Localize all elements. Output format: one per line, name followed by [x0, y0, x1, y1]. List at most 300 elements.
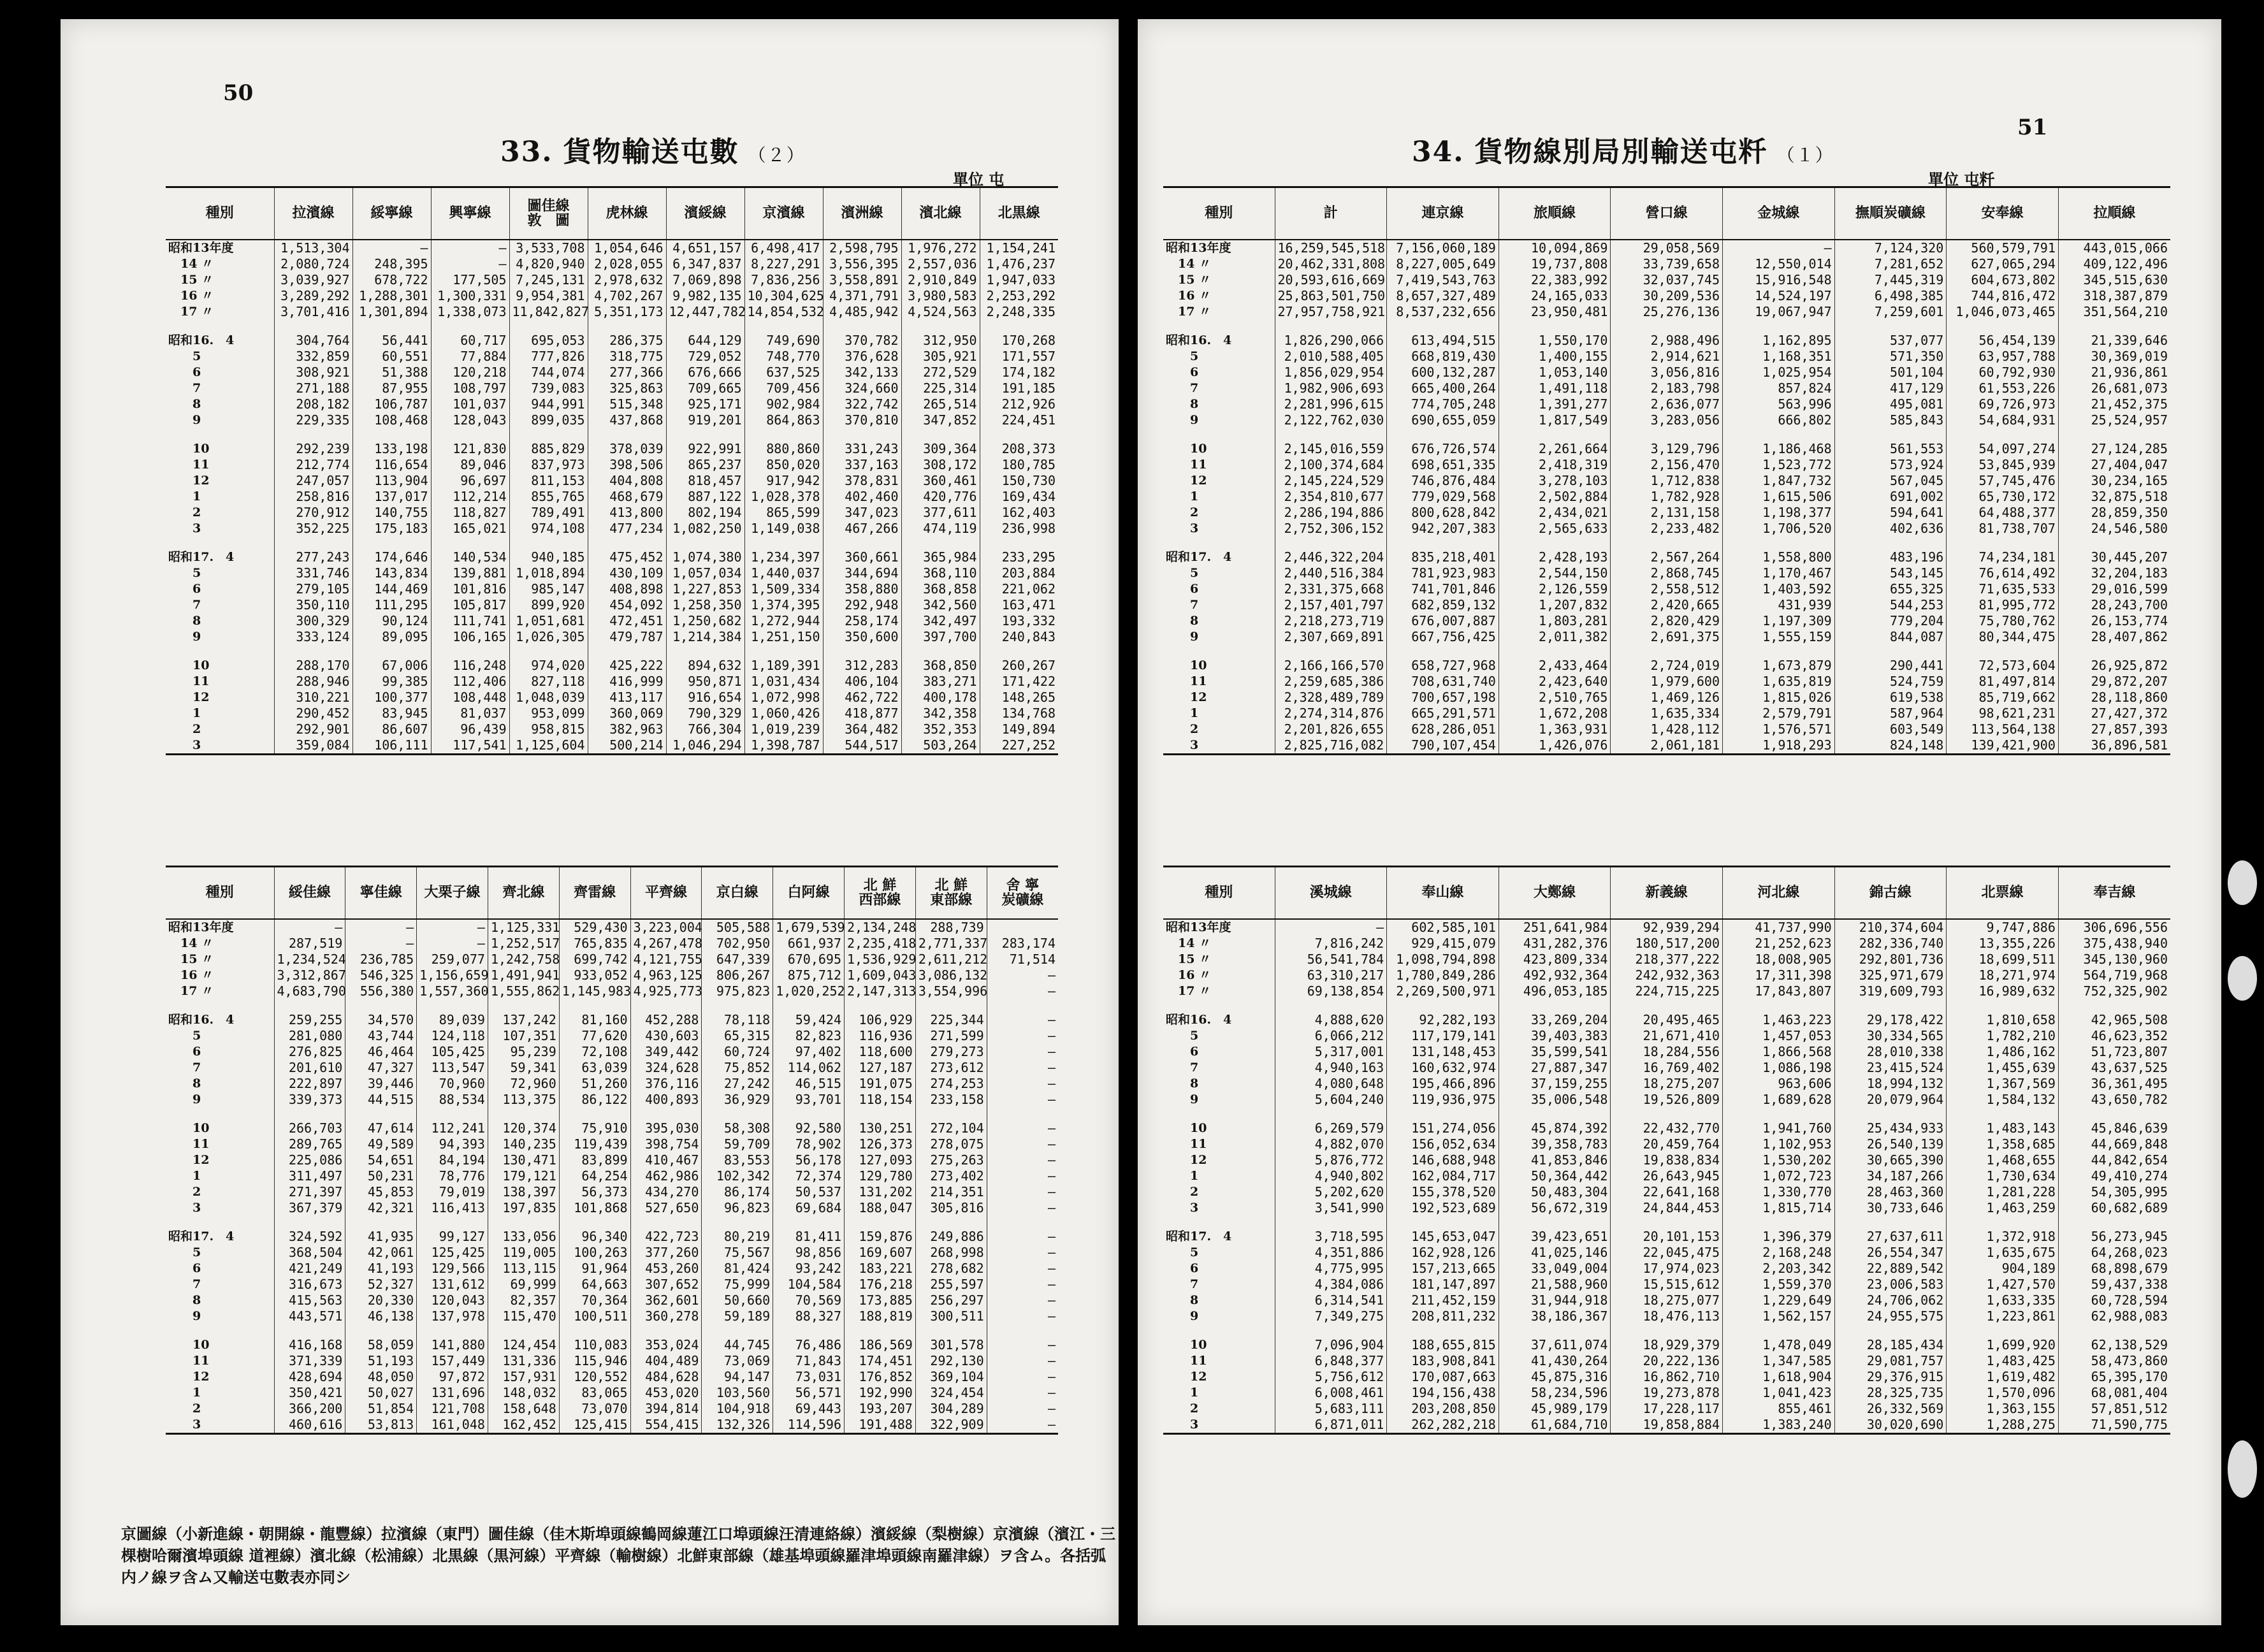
data-cell: 150,730: [980, 473, 1058, 489]
data-cell: 1,815,714: [1723, 1200, 1835, 1216]
data-cell: 18,271,974: [1947, 967, 2059, 983]
data-cell: 2,567,264: [1611, 549, 1723, 565]
row-period: 17 〃: [168, 305, 214, 319]
data-cell: 73,031: [773, 1369, 845, 1385]
data-cell: 318,775: [588, 349, 666, 365]
table-row: [1163, 1184, 2170, 1200]
table-row: [1163, 1012, 2170, 1028]
row-period: 9: [168, 630, 201, 644]
data-cell: 54,651: [345, 1152, 417, 1168]
table-row: [1163, 349, 2170, 365]
data-cell: 233,295: [980, 549, 1058, 565]
data-cell: 647,339: [702, 952, 773, 967]
data-cell: 430,603: [630, 1028, 702, 1044]
row-period: 昭和17. 4: [1166, 1229, 1232, 1243]
data-cell: 1,258,350: [666, 597, 744, 613]
data-cell: 350,421: [274, 1385, 345, 1401]
table-row: [166, 1044, 1058, 1060]
data-cell: 277,243: [274, 549, 352, 565]
table-row: [1163, 457, 2170, 473]
data-cell: 739,083: [509, 380, 588, 396]
row-period: 3: [1163, 737, 1275, 755]
data-cell: 353,024: [630, 1337, 702, 1353]
data-cell: 698,651,335: [1387, 457, 1499, 473]
data-cell: 174,646: [352, 549, 431, 565]
data-cell: 752,325,902: [2058, 983, 2170, 999]
data-cell: 39,403,383: [1498, 1028, 1611, 1044]
table-row: [1163, 919, 2170, 936]
data-cell: 2,914,621: [1611, 349, 1723, 365]
table-row: [166, 919, 1058, 936]
column-header: 濱洲線: [823, 187, 901, 240]
data-cell: 691,002: [1834, 489, 1947, 505]
row-period: 6: [1166, 582, 1199, 596]
data-cell: 45,853: [345, 1184, 417, 1200]
data-cell: 113,564,138: [1947, 721, 2059, 737]
data-cell: 268,998: [915, 1245, 987, 1261]
title-number: 33.: [500, 136, 553, 168]
data-cell: 52,327: [345, 1277, 417, 1293]
data-cell: 183,221: [845, 1261, 916, 1277]
data-cell: 16,989,632: [1947, 983, 2059, 999]
table-row: [166, 333, 1058, 349]
data-cell: 133,198: [352, 441, 431, 457]
data-cell: 567,045: [1834, 473, 1947, 489]
data-cell: 2,145,224,529: [1275, 473, 1387, 489]
data-cell: 4,524,563: [901, 304, 980, 320]
data-cell: 81,995,772: [1947, 597, 2059, 613]
data-cell: 24,844,453: [1611, 1200, 1723, 1216]
data-cell: 1,427,570: [1947, 1277, 2059, 1293]
data-cell: 72,960: [488, 1076, 559, 1092]
data-cell: 368,858: [901, 581, 980, 597]
data-cell: 2,565,633: [1498, 521, 1611, 537]
data-cell: 309,364: [901, 441, 980, 457]
spacer-row: [166, 537, 1058, 549]
data-cell: 3,558,891: [823, 272, 901, 288]
data-cell: 258,174: [823, 613, 901, 629]
row-period: 12: [1166, 474, 1207, 488]
data-cell: 98,856: [773, 1245, 845, 1261]
table-row: [1163, 1277, 2170, 1293]
data-cell: 1,048,039: [509, 690, 588, 706]
data-cell: 17,974,023: [1611, 1261, 1723, 1277]
title-text: 貨物線別局別輸送屯粁: [1474, 136, 1768, 168]
row-period: 14 〃: [1166, 257, 1212, 271]
spacer-row: [166, 320, 1058, 333]
data-cell: —: [987, 1060, 1058, 1076]
data-cell: 4,080,648: [1275, 1076, 1387, 1092]
data-cell: 193,332: [980, 613, 1058, 629]
data-cell: 2,988,496: [1611, 333, 1723, 349]
data-cell: 41,737,990: [1723, 919, 1835, 936]
row-period: 7: [168, 1061, 201, 1075]
data-cell: 2,420,665: [1611, 597, 1723, 613]
data-cell: 5,604,240: [1275, 1092, 1387, 1108]
data-cell: 288,946: [274, 674, 352, 690]
data-cell: 157,931: [488, 1369, 559, 1385]
data-cell: 1,817,549: [1498, 412, 1611, 428]
data-cell: 2,331,375,668: [1275, 581, 1387, 597]
data-cell: 395,030: [630, 1120, 702, 1136]
data-cell: 1,584,132: [1947, 1092, 2059, 1108]
data-cell: 818,457: [666, 473, 744, 489]
data-cell: 324,628: [630, 1060, 702, 1076]
data-cell: 58,473,860: [2058, 1353, 2170, 1369]
data-cell: 600,132,287: [1387, 365, 1499, 380]
data-cell: 8,537,232,656: [1387, 304, 1499, 320]
data-cell: 2,598,795: [823, 240, 901, 256]
data-cell: 699,742: [559, 952, 630, 967]
data-cell: 68,898,679: [2058, 1261, 2170, 1277]
data-cell: 131,612: [417, 1277, 488, 1293]
data-cell: 827,118: [509, 674, 588, 690]
table-row: [166, 690, 1058, 706]
data-cell: 36,896,581: [2058, 737, 2170, 755]
data-cell: 96,697: [431, 473, 509, 489]
row-period: 5: [168, 566, 201, 580]
data-cell: 1,300,331: [431, 288, 509, 304]
data-cell: 6,498,417: [744, 240, 823, 256]
data-cell: 56,441: [352, 333, 431, 349]
data-cell: 560,579,791: [1947, 240, 2059, 256]
data-cell: —: [987, 1401, 1058, 1417]
data-cell: —: [987, 967, 1058, 983]
data-cell: 1,252,517: [488, 936, 559, 952]
table-row: [1163, 706, 2170, 721]
row-period: 2: [1166, 1402, 1199, 1416]
data-cell: 637,525: [744, 365, 823, 380]
data-cell: 117,541: [431, 737, 509, 755]
data-cell: 59,424: [773, 1012, 845, 1028]
data-cell: 160,632,974: [1387, 1060, 1499, 1076]
data-cell: 83,065: [559, 1385, 630, 1401]
data-cell: 850,020: [744, 457, 823, 473]
unit-label: 單位 屯粁: [1928, 170, 1995, 189]
data-cell: 4,371,791: [823, 288, 901, 304]
row-period: 1: [1166, 706, 1199, 720]
data-cell: 81,037: [431, 706, 509, 721]
data-cell: 790,107,454: [1387, 737, 1499, 755]
data-cell: 222,897: [274, 1076, 345, 1092]
spacer-row: [1163, 320, 2170, 333]
table-row: [166, 721, 1058, 737]
data-cell: 29,058,569: [1611, 240, 1723, 256]
data-cell: 628,286,051: [1387, 721, 1499, 737]
table-row: [1163, 1369, 2170, 1385]
data-cell: 2,978,632: [588, 272, 666, 288]
data-cell: 347,023: [823, 505, 901, 521]
data-cell: 63,310,217: [1275, 967, 1387, 983]
data-cell: 452,288: [630, 1012, 702, 1028]
row-period: 17 〃: [1166, 984, 1212, 998]
data-cell: 58,059: [345, 1337, 417, 1353]
data-cell: 81,411: [773, 1229, 845, 1245]
data-cell: 304,289: [915, 1401, 987, 1417]
row-period: 8: [1166, 1076, 1199, 1090]
data-cell: 942,207,383: [1387, 521, 1499, 537]
data-cell: 155,378,520: [1387, 1184, 1499, 1200]
data-cell: 500,214: [588, 737, 666, 755]
data-cell: 64,663: [559, 1277, 630, 1293]
data-cell: 7,259,601: [1834, 304, 1947, 320]
data-cell: 2,168,248: [1723, 1245, 1835, 1261]
data-cell: 72,374: [773, 1168, 845, 1184]
data-cell: 61,553,226: [1947, 380, 2059, 396]
data-cell: 468,679: [588, 489, 666, 505]
data-cell: 140,755: [352, 505, 431, 521]
column-header: 京濱線: [744, 187, 823, 240]
data-cell: 76,486: [773, 1337, 845, 1353]
data-cell: 20,222,136: [1611, 1353, 1723, 1369]
data-cell: 35,599,541: [1498, 1044, 1611, 1060]
table-row: [1163, 1385, 2170, 1401]
page-number: 51: [2017, 115, 2048, 140]
data-cell: 324,660: [823, 380, 901, 396]
data-cell: 744,074: [509, 365, 588, 380]
data-cell: 1,082,250: [666, 521, 744, 537]
data-cell: 192,990: [845, 1385, 916, 1401]
data-cell: 86,122: [559, 1092, 630, 1108]
data-cell: 383,271: [901, 674, 980, 690]
data-cell: 89,039: [417, 1012, 488, 1028]
column-header: 寧佳線: [345, 867, 417, 920]
data-cell: —: [987, 1293, 1058, 1308]
data-cell: 292,948: [823, 597, 901, 613]
data-cell: 78,902: [773, 1136, 845, 1152]
data-cell: 218,377,222: [1611, 952, 1723, 967]
table-row: [1163, 549, 2170, 565]
data-cell: 100,377: [352, 690, 431, 706]
data-cell: 741,701,846: [1387, 581, 1499, 597]
data-cell: 50,027: [345, 1385, 417, 1401]
column-header: 旅順線: [1498, 187, 1611, 240]
data-cell: 2,557,036: [901, 256, 980, 272]
data-cell: 1,288,301: [352, 288, 431, 304]
data-cell: 1,679,539: [773, 919, 845, 936]
data-cell: 402,636: [1834, 521, 1947, 537]
data-cell: 101,037: [431, 396, 509, 412]
data-cell: 41,935: [345, 1229, 417, 1245]
data-cell: 144,469: [352, 581, 431, 597]
data-cell: 4,267,478: [630, 936, 702, 952]
data-cell: 273,402: [915, 1168, 987, 1184]
data-cell: 37,611,074: [1498, 1337, 1611, 1353]
data-cell: 311,497: [274, 1168, 345, 1184]
table-row: [166, 380, 1058, 396]
row-period: 15 〃: [1166, 952, 1212, 966]
data-cell: 2,028,055: [588, 256, 666, 272]
data-cell: 2,910,849: [901, 272, 980, 288]
data-cell: 210,374,604: [1834, 919, 1947, 936]
data-cell: —: [987, 1353, 1058, 1369]
data-cell: 2,235,418: [845, 936, 916, 952]
data-cell: 1,028,378: [744, 489, 823, 505]
data-cell: —: [987, 1076, 1058, 1092]
data-cell: 402,460: [823, 489, 901, 505]
data-cell: 666,802: [1723, 412, 1835, 428]
data-cell: 305,816: [915, 1200, 987, 1216]
data-cell: 44,745: [702, 1337, 773, 1353]
data-cell: 80,344,475: [1947, 629, 2059, 645]
data-cell: 78,118: [702, 1012, 773, 1028]
data-cell: 180,785: [980, 457, 1058, 473]
data-cell: 332,859: [274, 349, 352, 365]
spacer-row: [1163, 1108, 2170, 1120]
data-cell: 777,826: [509, 349, 588, 365]
data-cell: 214,351: [915, 1184, 987, 1200]
row-period: 17 〃: [1166, 305, 1212, 319]
data-cell: 39,423,651: [1498, 1229, 1611, 1245]
data-cell: 7,069,898: [666, 272, 744, 288]
data-cell: 28,010,338: [1834, 1044, 1947, 1060]
table-row: [1163, 967, 2170, 983]
data-cell: 1,186,468: [1723, 441, 1835, 457]
row-period: 1: [168, 1169, 201, 1183]
data-cell: 413,800: [588, 505, 666, 521]
data-cell: 537,077: [1834, 333, 1947, 349]
data-cell: —: [987, 1092, 1058, 1108]
row-period: 5: [168, 1245, 201, 1259]
data-cell: 33,739,658: [1611, 256, 1723, 272]
data-cell: 676,007,887: [1387, 613, 1499, 629]
data-cell: 98,621,231: [1947, 706, 2059, 721]
table-row: [1163, 1060, 2170, 1076]
row-period: 9: [1166, 413, 1199, 427]
data-cell: 119,936,975: [1387, 1092, 1499, 1108]
data-cell: 1,536,929: [845, 952, 916, 967]
data-cell: 1,440,037: [744, 565, 823, 581]
data-cell: 18,284,556: [1611, 1044, 1723, 1060]
data-cell: —: [987, 1385, 1058, 1401]
data-cell: 19,526,809: [1611, 1092, 1723, 1108]
data-cell: 2,825,716,082: [1275, 737, 1387, 755]
data-cell: 25,863,501,750: [1275, 288, 1387, 304]
row-period: 5: [168, 349, 201, 363]
data-cell: 453,020: [630, 1385, 702, 1401]
data-cell: 31,944,918: [1498, 1293, 1611, 1308]
data-cell: 191,488: [845, 1417, 916, 1434]
data-cell: 113,547: [417, 1060, 488, 1076]
data-cell: 668,819,430: [1387, 349, 1499, 365]
data-cell: 802,194: [666, 505, 744, 521]
table-row: [1163, 597, 2170, 613]
data-cell: 475,452: [588, 549, 666, 565]
data-cell: 208,811,232: [1387, 1308, 1499, 1324]
data-cell: 1,712,838: [1611, 473, 1723, 489]
data-cell: 27,857,393: [2058, 721, 2170, 737]
data-cell: 110,083: [559, 1337, 630, 1353]
data-cell: 22,045,475: [1611, 1245, 1723, 1261]
data-cell: 316,673: [274, 1277, 345, 1293]
data-cell: 125,425: [417, 1245, 488, 1261]
data-cell: 114,062: [773, 1060, 845, 1076]
data-cell: 188,819: [845, 1308, 916, 1324]
data-cell: 117,179,141: [1387, 1028, 1499, 1044]
row-period: 1: [1166, 489, 1199, 504]
data-cell: 88,534: [417, 1092, 488, 1108]
table-row: [1163, 1401, 2170, 1417]
row-period: 5: [168, 1029, 201, 1043]
data-cell: 2,354,810,677: [1275, 489, 1387, 505]
data-cell: 286,375: [588, 333, 666, 349]
data-cell: 1,509,334: [744, 581, 823, 597]
row-period: 6: [1166, 1261, 1199, 1275]
column-header: 京白線: [702, 867, 773, 920]
data-cell: 2,011,382: [1498, 629, 1611, 645]
data-cell: 2,434,021: [1498, 505, 1611, 521]
data-cell: 417,129: [1834, 380, 1947, 396]
data-cell: 14,524,197: [1723, 288, 1835, 304]
data-cell: 71,635,533: [1947, 581, 2059, 597]
data-cell: 27,957,758,921: [1275, 304, 1387, 320]
data-cell: 4,820,940: [509, 256, 588, 272]
data-cell: 27,404,047: [2058, 457, 2170, 473]
data-cell: 2,274,314,876: [1275, 706, 1387, 721]
table-row: [166, 1120, 1058, 1136]
row-period: 10: [168, 442, 210, 456]
data-cell: 42,965,508: [2058, 1012, 2170, 1028]
table-row: [166, 674, 1058, 690]
row-period: 昭和16. 4: [168, 333, 235, 347]
data-cell: 18,929,379: [1611, 1337, 1723, 1353]
table-row: [166, 581, 1058, 597]
data-cell: 80,219: [702, 1229, 773, 1245]
data-cell: 28,243,700: [2058, 597, 2170, 613]
data-cell: 1,463,259: [1947, 1200, 2059, 1216]
data-cell: 1,102,953: [1723, 1136, 1835, 1152]
table-row: [1163, 1168, 2170, 1184]
data-cell: 208,373: [980, 441, 1058, 457]
data-cell: 1,154,241: [980, 240, 1058, 256]
data-cell: 370,810: [823, 412, 901, 428]
data-cell: 124,454: [488, 1337, 559, 1353]
data-cell: 2,446,322,204: [1275, 549, 1387, 565]
data-cell: 806,267: [702, 967, 773, 983]
row-period: 9: [168, 413, 201, 427]
data-cell: 4,940,163: [1275, 1060, 1387, 1076]
data-cell: 106,165: [431, 629, 509, 645]
table-row: [166, 1337, 1058, 1353]
data-cell: 274,253: [915, 1076, 987, 1092]
data-cell: —: [431, 256, 509, 272]
data-cell: 108,468: [352, 412, 431, 428]
page-number: 50: [223, 80, 254, 106]
data-cell: 443,015,066: [2058, 240, 2170, 256]
data-cell: 229,335: [274, 412, 352, 428]
data-cell: 7,124,320: [1834, 240, 1947, 256]
data-cell: 272,104: [915, 1120, 987, 1136]
data-cell: 118,154: [845, 1092, 916, 1108]
column-header: 圖佳線 敦 圖: [509, 187, 588, 240]
data-cell: 28,118,860: [2058, 690, 2170, 706]
data-cell: 351,564,210: [2058, 304, 2170, 320]
data-cell: 919,201: [666, 412, 744, 428]
data-cell: 1,207,832: [1498, 597, 1611, 613]
data-cell: 953,099: [509, 706, 588, 721]
data-cell: 83,945: [352, 706, 431, 721]
data-cell: 1,098,794,898: [1387, 952, 1499, 967]
data-cell: 99,127: [417, 1229, 488, 1245]
table-row: [166, 304, 1058, 320]
margin-stamp: [2228, 1440, 2257, 1498]
data-cell: 305,921: [901, 349, 980, 365]
row-period: 17 〃: [168, 984, 214, 998]
data-cell: 1,615,506: [1723, 489, 1835, 505]
data-cell: 1,619,482: [1947, 1369, 2059, 1385]
data-cell: 116,413: [417, 1200, 488, 1216]
table-row: [166, 288, 1058, 304]
